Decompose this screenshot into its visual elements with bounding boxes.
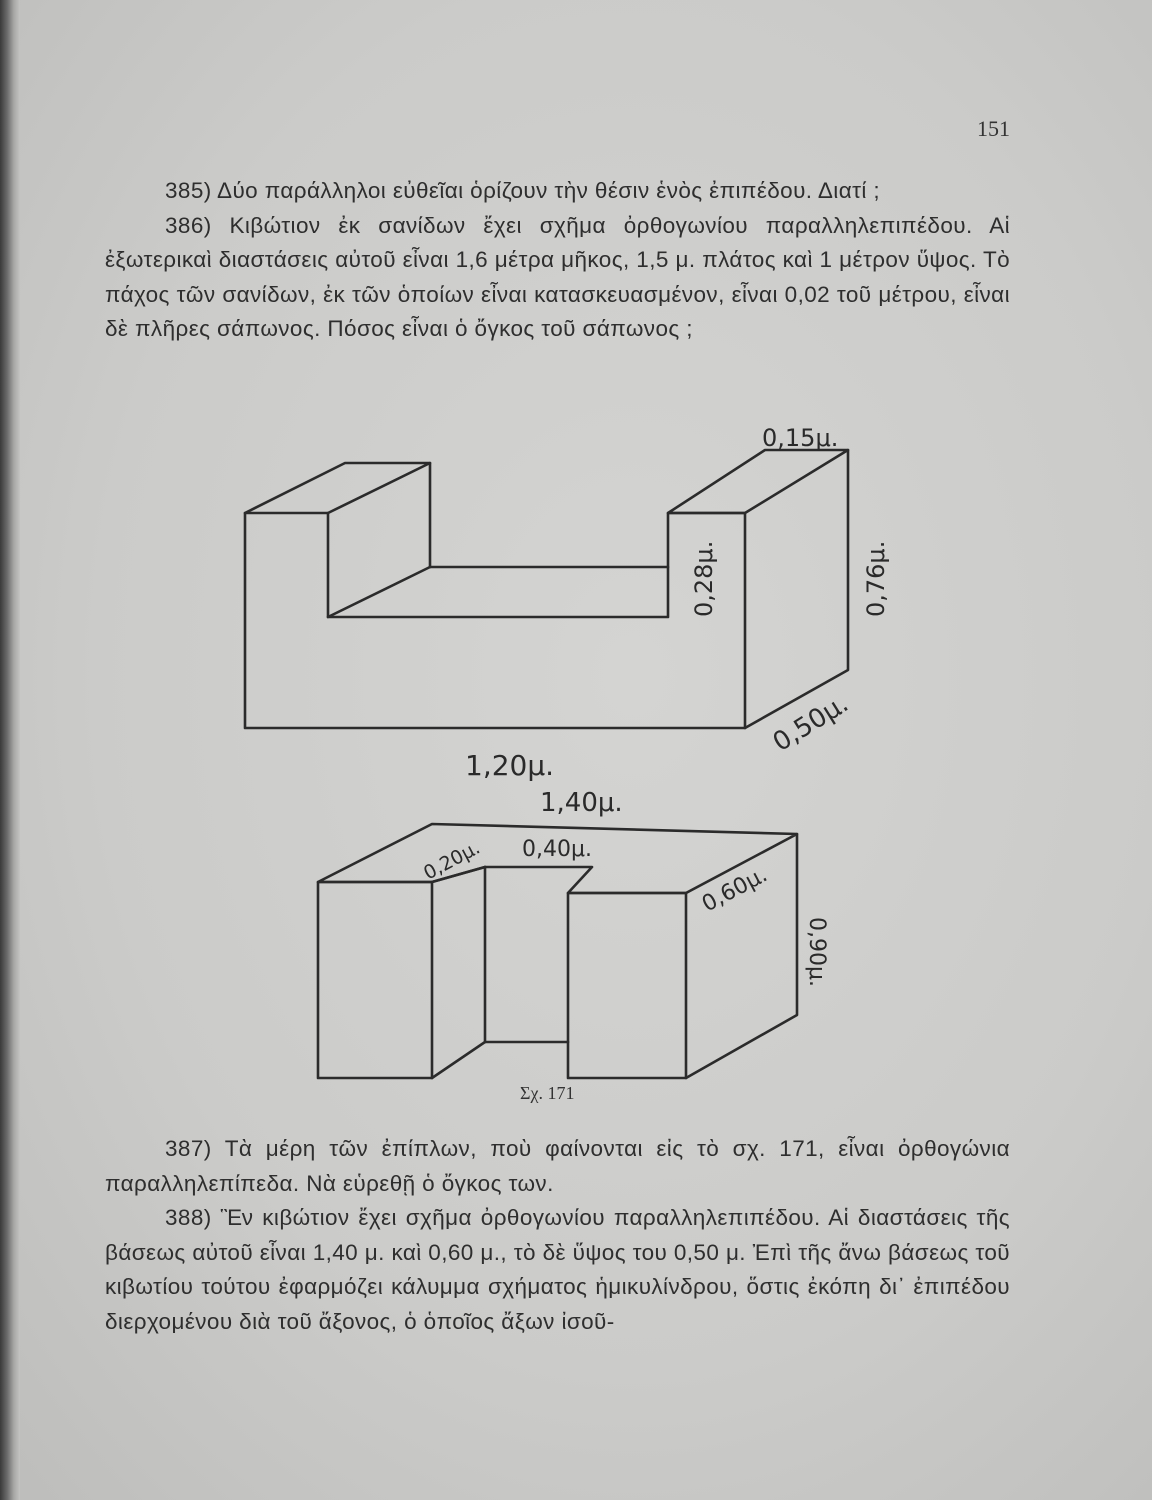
page-number: 151 bbox=[977, 116, 1010, 141]
u-block-left-post-top bbox=[245, 463, 430, 513]
label-0-60: 0,60μ. bbox=[698, 862, 772, 918]
notched-block-right-side bbox=[686, 834, 797, 1078]
label-0-50: 0,50μ. bbox=[767, 688, 854, 758]
label-0-40: 0,40μ. bbox=[522, 837, 592, 862]
label-1-40: 1,40μ. bbox=[540, 788, 623, 818]
label-0-90: 0,90μ. bbox=[804, 917, 829, 987]
label-1-20: 1,20μ. bbox=[465, 749, 555, 782]
u-block-right-post-top bbox=[668, 450, 848, 513]
figure-caption: Σχ. 171 bbox=[520, 1083, 575, 1103]
u-block-front-face bbox=[245, 513, 745, 728]
notched-block-drawing bbox=[318, 824, 797, 1078]
u-block-floor-left-edge bbox=[328, 567, 430, 617]
label-0-15: 0,15μ. bbox=[762, 424, 839, 452]
exercise-387: 387) Τὰ μέρη τῶν ἐπίπλων, ποὺ φαίνονται εἰς τὸ σχ. 171, εἶναι ὀρθογώνια παραλληλεπίπεδα. Νὰ εὑρεθῇ ὁ ὄγκος των. bbox=[105, 1136, 1010, 1196]
notched-block-left-front bbox=[318, 882, 432, 1078]
notched-block-right-front bbox=[568, 893, 686, 1078]
label-0-28: 0,28μ. bbox=[690, 540, 718, 617]
label-0-20: 0,20μ. bbox=[420, 836, 484, 885]
exercise-386: 386) Κιβώτιον ἐκ σανίδων ἔχει σχῆμα ὀρθογωνίου παραλληλεπιπέδου. Αἱ ἐξωτερικαὶ διαστάσεις αὐτοῦ εἶναι 1,6 μέτρα μῆκος, 1,5 μ. πλάτος καὶ 1 μέτρον ὕψος. Τὸ πάχος τῶν σανίδων, ἐκ τῶν ὁποίων εἶναι κατασκευασμένον, εἶναι 0,02 τοῦ μέτρου, εἶναι δὲ πλῆρες σάπωνος. Πόσος εἶναι ὁ ὄγκος τοῦ σάπωνος ; bbox=[105, 212, 1010, 341]
u-block-right-side bbox=[745, 450, 848, 728]
exercise-385: 385) Δύο παράλληλοι εὐθεῖαι ὁρίζουν τὴν θέσιν ἑνὸς ἐπιπέδου. Διατί ; bbox=[165, 178, 881, 203]
exercise-388: 388) Ἓν κιβώτιον ἔχει σχῆμα ὀρθογωνίου παραλληλεπιπέδου. Αἱ διαστάσεις τῆς βάσεως αὐτοῦ εἶναι 1,40 μ. καὶ 0,60 μ., τὸ δὲ ὕψος του 0,50 μ. Ἐπὶ τῆς ἄνω βάσεως τοῦ κιβωτίου τούτου ἐφαρμόζει κάλυμμα σχήματος ἡμικυλίνδρου, ὅστις ἐκόπη δι᾽ ἐπιπέδου διερχομένου διὰ τοῦ ἄξονος, ὁ ὁποῖος ἄξων ἰσοῦ- bbox=[105, 1205, 1010, 1334]
notch-floor-depth-edge bbox=[432, 1042, 485, 1078]
label-0-76: 0,76μ. bbox=[862, 540, 890, 617]
text-block-bottom bbox=[105, 1132, 1010, 1339]
u-block-drawing bbox=[245, 450, 848, 728]
